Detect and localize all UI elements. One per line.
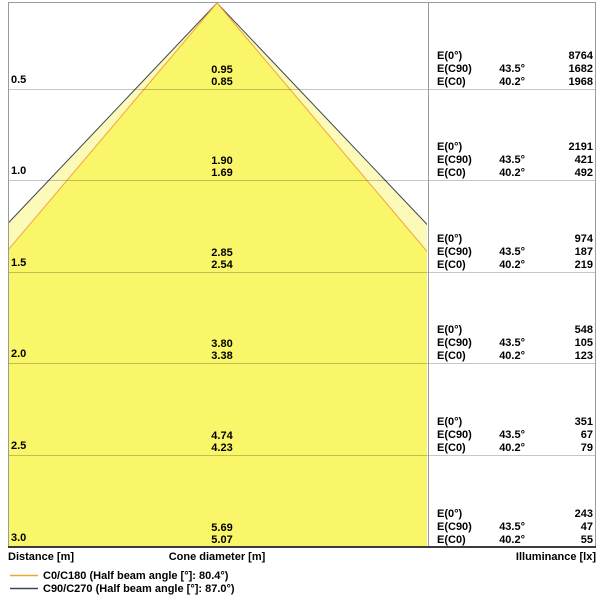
ec90-angle: 43.5° <box>499 246 525 258</box>
ec90-label: E(C90) <box>437 337 472 349</box>
plot-border-top <box>8 2 596 3</box>
e0-angle <box>489 233 525 246</box>
gridline-1-5m <box>8 272 595 273</box>
ec90-angle: 43.5° <box>499 63 525 75</box>
ec90-label: E(C90) <box>437 246 472 258</box>
legend-label-c90-c270: C90/C270 (Half beam angle [°]: 87.0°) <box>43 582 235 595</box>
gridline-0-5m <box>8 89 595 90</box>
illuminance-row <box>437 50 593 63</box>
cone-diameter-values <box>211 64 232 88</box>
illuminance-row <box>437 141 593 154</box>
cone-diameter-c0: 0.85 <box>211 76 233 88</box>
cone-diameter-values <box>211 430 232 454</box>
legend-item-c0-c180 <box>10 569 235 582</box>
illuminance-axis-label: Illuminance [lx] <box>515 551 596 563</box>
ec0-value: 79 <box>580 442 593 454</box>
legend-label-c0-c180: C0/C180 (Half beam angle [°]: 80.4°) <box>43 569 229 582</box>
ec90-angle: 43.5° <box>499 429 525 441</box>
illuminance-row <box>437 337 593 350</box>
e0-value: 8764 <box>568 50 593 62</box>
ec90-value: 421 <box>574 154 593 166</box>
illuminance-row <box>437 534 593 547</box>
ec0-angle: 40.2° <box>499 350 525 362</box>
cone-diameter-c0: 4.23 <box>211 442 233 454</box>
illuminance-row <box>437 233 593 246</box>
ec0-angle: 40.2° <box>499 442 525 454</box>
plot-border-right <box>595 2 596 547</box>
illuminance-row <box>437 154 593 167</box>
e0-value: 974 <box>574 233 593 245</box>
e0-value: 243 <box>574 508 593 520</box>
cone-diameter-c90: 5.69 <box>211 522 233 534</box>
gridline-1-0m <box>8 180 595 181</box>
ec0-label: E(C0) <box>437 259 466 271</box>
cone-diameter-c90: 0.95 <box>211 64 233 76</box>
illuminance-block <box>437 508 593 547</box>
illuminance-row <box>437 324 593 337</box>
cone-diameter-c90: 2.85 <box>211 247 233 259</box>
illuminance-block <box>437 233 593 272</box>
ec0-value: 1968 <box>568 76 593 88</box>
ec90-value: 47 <box>580 521 593 533</box>
e0-angle <box>489 508 525 521</box>
ec90-angle: 43.5° <box>499 154 525 166</box>
cone-diameter-c0: 1.69 <box>211 167 233 179</box>
legend-line-c90-icon <box>10 586 38 591</box>
ec0-label: E(C0) <box>437 76 466 88</box>
e0-label: E(0°) <box>437 416 463 428</box>
e0-label: E(0°) <box>437 508 463 520</box>
gridline-2-0m <box>8 363 595 364</box>
cone-diameter-values <box>211 522 232 546</box>
e0-label: E(0°) <box>437 324 463 336</box>
cone-diameter-values <box>211 338 232 362</box>
illuminance-row <box>437 63 593 76</box>
ec90-value: 67 <box>580 429 593 441</box>
ec0-label: E(C0) <box>437 442 466 454</box>
ec0-label: E(C0) <box>437 350 466 362</box>
e0-angle <box>489 324 525 337</box>
e0-value: 548 <box>574 324 593 336</box>
ec90-angle: 43.5° <box>499 521 525 533</box>
panel-divider <box>428 2 429 547</box>
e0-label: E(0°) <box>437 50 463 62</box>
illuminance-block <box>437 50 593 89</box>
illuminance-row <box>437 442 593 455</box>
ec90-value: 187 <box>574 246 593 258</box>
ec90-label: E(C90) <box>437 429 472 441</box>
e0-angle <box>489 50 525 63</box>
ec90-label: E(C90) <box>437 154 472 166</box>
distance-tick-label: 2.5 <box>11 440 27 452</box>
ec90-angle: 43.5° <box>499 337 525 349</box>
legend-item-c90-c270 <box>10 582 235 595</box>
e0-label: E(0°) <box>437 233 463 245</box>
cone-diameter-c90: 4.74 <box>211 430 233 442</box>
ec0-angle: 40.2° <box>499 259 525 271</box>
illuminance-row <box>437 167 593 180</box>
distance-tick-label: 2.0 <box>11 348 27 360</box>
e0-label: E(0°) <box>437 141 463 153</box>
distance-tick-label: 1.0 <box>11 165 27 177</box>
distance-axis-label: Distance [m] <box>8 551 75 563</box>
cone-diameter-c0: 2.54 <box>211 259 233 271</box>
illuminance-row <box>437 246 593 259</box>
ec0-value: 492 <box>574 167 593 179</box>
ec0-angle: 40.2° <box>499 167 525 179</box>
plot-border-left <box>8 2 9 547</box>
ec0-angle: 40.2° <box>499 76 525 88</box>
ec0-value: 219 <box>574 259 593 271</box>
ec0-angle: 40.2° <box>499 534 525 546</box>
ec90-value: 1682 <box>568 63 593 75</box>
ec0-value: 55 <box>580 534 593 546</box>
ec0-label: E(C0) <box>437 167 466 179</box>
cone-diameter-axis-label: Cone diameter [m] <box>168 551 266 563</box>
gridline-2-5m <box>8 455 595 456</box>
illuminance-row <box>437 508 593 521</box>
ec0-value: 123 <box>574 350 593 362</box>
e0-angle <box>489 141 525 154</box>
legend-line-c0-icon <box>10 573 38 578</box>
distance-tick-label: 3.0 <box>11 532 27 544</box>
cone-diameter-values <box>211 247 232 271</box>
cone-diameter-c0: 5.07 <box>211 534 233 546</box>
illuminance-block <box>437 324 593 363</box>
illuminance-row <box>437 521 593 534</box>
ec90-label: E(C90) <box>437 63 472 75</box>
cone-diameter-c90: 3.80 <box>211 338 233 350</box>
illuminance-row <box>437 259 593 272</box>
illuminance-block <box>437 416 593 455</box>
distance-tick-label: 0.5 <box>11 74 27 86</box>
ec90-label: E(C90) <box>437 521 472 533</box>
cone-diameter-values <box>211 155 232 179</box>
e0-value: 351 <box>574 416 593 428</box>
cone-diameter-c90: 1.90 <box>211 155 233 167</box>
illuminance-block <box>437 141 593 180</box>
illuminance-row <box>437 76 593 89</box>
cone-diameter-c0: 3.38 <box>211 350 233 362</box>
illuminance-row <box>437 416 593 429</box>
ec90-value: 105 <box>574 337 593 349</box>
distance-tick-label: 1.5 <box>11 257 27 269</box>
e0-angle <box>489 416 525 429</box>
illuminance-row <box>437 350 593 363</box>
e0-value: 2191 <box>568 141 593 153</box>
illuminance-row <box>437 429 593 442</box>
ec0-label: E(C0) <box>437 534 466 546</box>
legend <box>10 569 235 595</box>
